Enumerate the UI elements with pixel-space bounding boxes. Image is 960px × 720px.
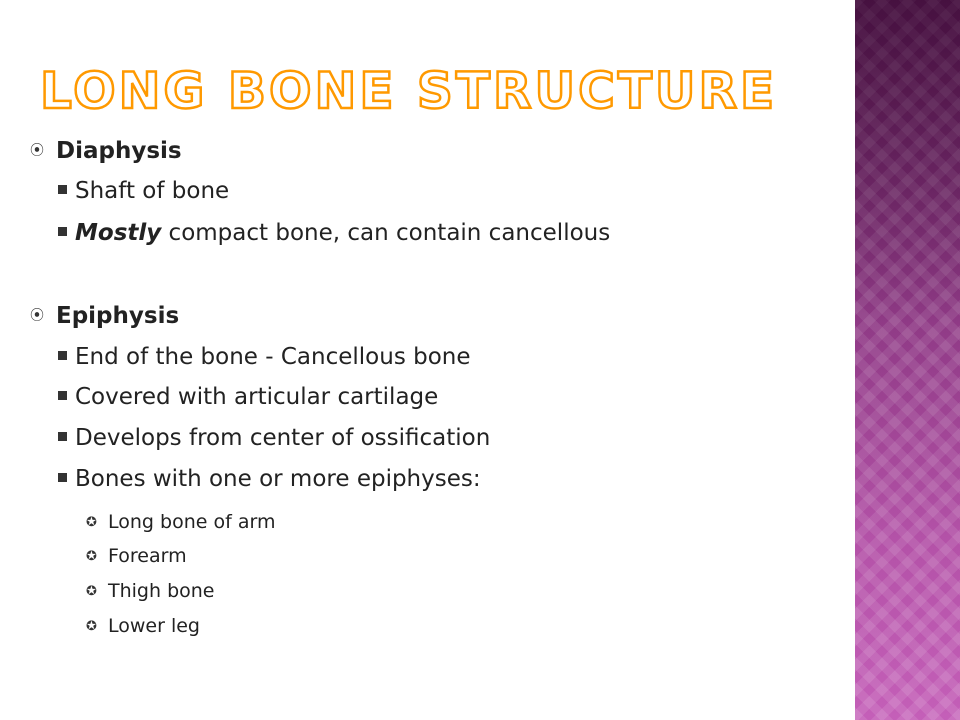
title-text: LONG BONE STRUCTURE bbox=[40, 62, 778, 120]
section-heading-epiphysis bbox=[30, 303, 179, 329]
list-item bbox=[58, 425, 490, 451]
list-item-text: Shaft of bone bbox=[75, 178, 230, 204]
ring-bullet-icon: ✪ bbox=[86, 549, 97, 564]
list-item-text: compact bone, can contain cancellous bbox=[161, 220, 611, 246]
sub-list-item bbox=[86, 615, 200, 637]
ring-bullet-icon: ✪ bbox=[86, 619, 97, 634]
list-item-text: Covered with articular cartilage bbox=[75, 384, 439, 410]
list-item bbox=[58, 344, 471, 370]
sub-list-item-text: Forearm bbox=[108, 545, 187, 567]
sub-list-item-text: Thigh bone bbox=[108, 580, 215, 602]
list-item bbox=[58, 178, 229, 204]
sub-list-item-text: Long bone of arm bbox=[108, 511, 276, 533]
ring-bullet-icon: ✪ bbox=[86, 584, 97, 599]
list-item-text: End of the bone - Cancellous bone bbox=[75, 344, 471, 370]
section-heading-label: Epiphysis bbox=[56, 303, 180, 329]
square-bullet-icon bbox=[58, 391, 67, 400]
list-item bbox=[58, 220, 610, 246]
section-heading-label: Diaphysis bbox=[56, 138, 182, 164]
list-item-text: Develops from center of ossification bbox=[75, 425, 491, 451]
list-item bbox=[58, 384, 438, 410]
sub-list-item bbox=[86, 545, 187, 567]
section-heading-diaphysis bbox=[30, 138, 182, 164]
sub-list-item bbox=[86, 580, 215, 602]
sub-list-item-text: Lower leg bbox=[108, 615, 200, 637]
decorative-side-band bbox=[855, 0, 960, 720]
list-item-emphasis: Mostly bbox=[75, 220, 162, 246]
square-bullet-icon bbox=[58, 432, 67, 441]
list-item bbox=[58, 466, 481, 492]
list-item-text: Bones with one or more epiphyses: bbox=[75, 466, 481, 492]
sub-list-item bbox=[86, 511, 275, 533]
square-bullet-icon bbox=[58, 473, 67, 482]
square-bullet-icon bbox=[58, 227, 67, 236]
square-bullet-icon bbox=[58, 185, 67, 194]
square-bullet-icon bbox=[58, 351, 67, 360]
circled-dot-bullet-icon: ⦿ bbox=[30, 308, 44, 324]
circled-dot-bullet-icon: ⦿ bbox=[30, 143, 44, 159]
ring-bullet-icon: ✪ bbox=[86, 515, 97, 530]
